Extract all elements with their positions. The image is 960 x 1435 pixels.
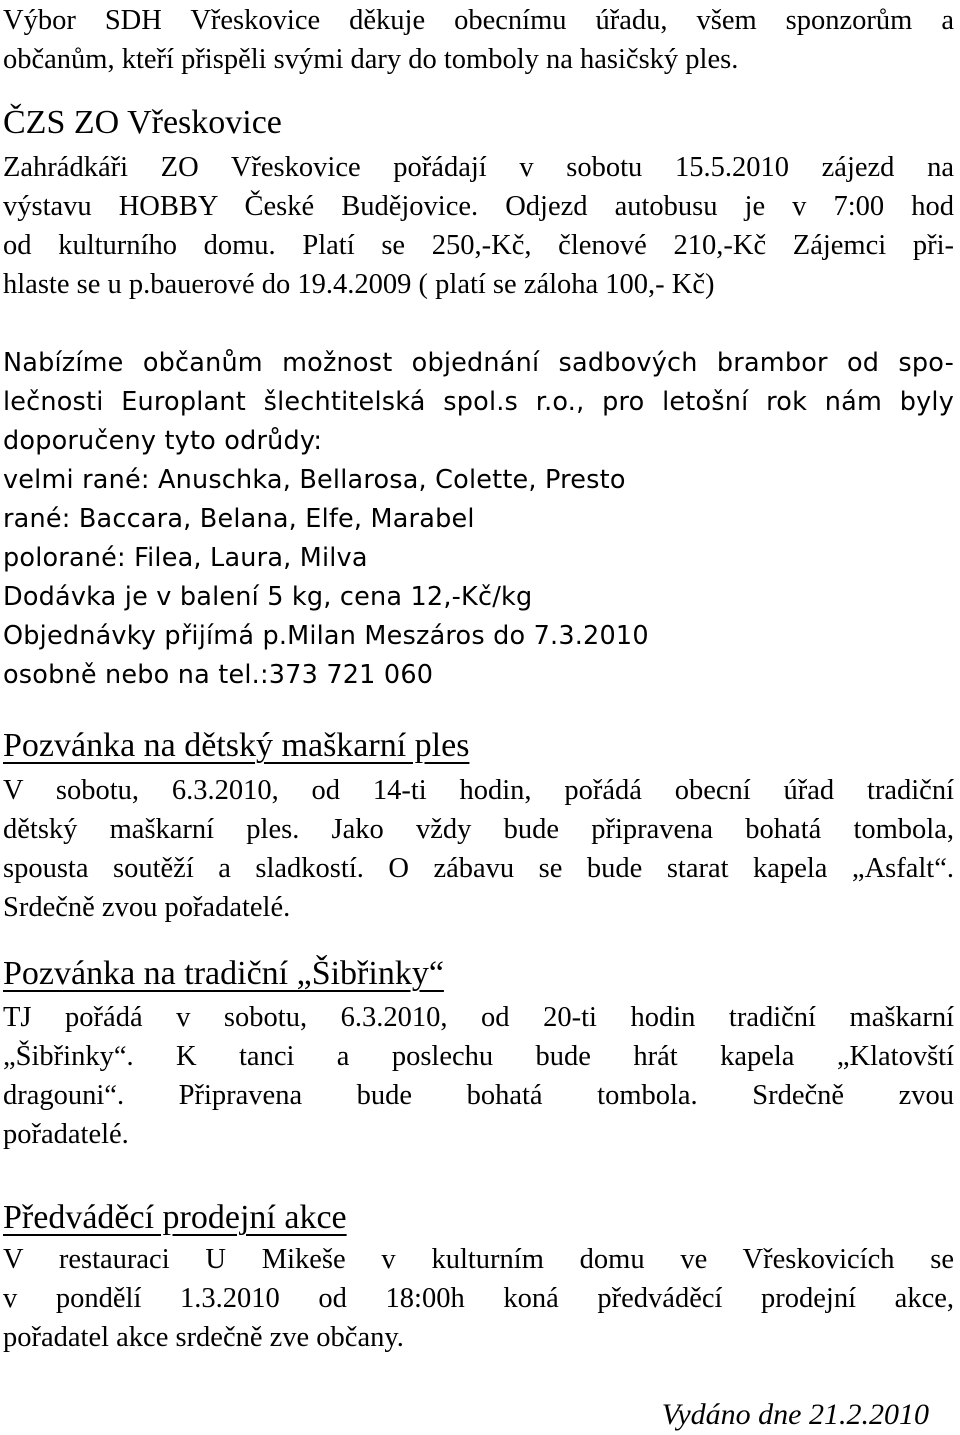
potatoes-line: polorané: Filea, Laura, Milva (3, 543, 368, 573)
sales-line: v pondělí 1.3.2010 od 18:00h koná předváděcí prodejní akce, (3, 1283, 954, 1314)
sibrinky-line: pořadatelé. (3, 1119, 129, 1150)
potatoes-line: osobně nebo na tel.:373 721 060 (3, 660, 434, 690)
kids-ball-heading: Pozvánka na dětský maškarní ples (3, 727, 470, 764)
czs-line: od kulturního domu. Platí se 250,-Kč, členové 210,-Kč Zájemci při- (3, 230, 954, 261)
potatoes-line: Nabízíme občanům možnost objednání sadbových brambor od spo- (3, 348, 954, 378)
potatoes-line: doporučeny tyto odrůdy: (3, 426, 323, 456)
potatoes-line: velmi rané: Anuschka, Bellarosa, Colette, Presto (3, 465, 626, 495)
sibrinky-paragraph (3, 998, 954, 1154)
potatoes-line: lečnosti Europlant šlechtitelská spol.s r.o., pro letošní rok nám byly (3, 387, 954, 417)
czs-heading: ČZS ZO Vřeskovice (3, 104, 282, 141)
czs-paragraph (3, 148, 954, 304)
czs-line: výstavu HOBBY České Budějovice. Odjezd autobusu je v 7:00 hod (3, 191, 954, 222)
sibrinky-heading: Pozvánka na tradiční „Šibřinky“ (3, 955, 444, 992)
thanks-line: občanům, kteří přispěli svými dary do tomboly na hasičský ples. (3, 44, 739, 75)
kids-ball-line: spousta soutěží a sladkostí. O zábavu se bude starat kapela „Asfalt“. (3, 853, 954, 884)
potatoes-line: Dodávka je v balení 5 kg, cena 12,-Kč/kg (3, 582, 533, 612)
sibrinky-line: dragouni“. Připravena bude bohatá tombola. Srdečně zvou (3, 1080, 954, 1111)
czs-line: hlaste se u p.bauerové do 19.4.2009 ( platí se záloha 100,- Kč) (3, 269, 715, 300)
potatoes-line: rané: Baccara, Belana, Elfe, Marabel (3, 504, 475, 534)
sales-paragraph (3, 1240, 954, 1357)
issued-date: Vydáno dne 21.2.2010 (661, 1398, 929, 1431)
thanks-paragraph (3, 1, 954, 79)
sibrinky-line: TJ pořádá v sobotu, 6.3.2010, od 20-ti hodin tradiční maškarní (3, 1002, 954, 1033)
czs-line: Zahrádkáři ZO Vřeskovice pořádají v sobotu 15.5.2010 zájezd na (3, 152, 954, 183)
sales-heading: Předváděcí prodejní akce (3, 1199, 347, 1236)
sibrinky-section (3, 953, 954, 995)
potatoes-paragraph (3, 344, 954, 695)
potatoes-line: Objednávky přijímá p.Milan Meszáros do 7.3.2010 (3, 621, 649, 651)
kids-ball-line: V sobotu, 6.3.2010, od 14-ti hodin, pořádá obecní úřad tradiční (3, 775, 954, 806)
sales-section (3, 1197, 954, 1239)
kids-ball-line: Srdečně zvou pořadatelé. (3, 892, 291, 923)
czs-section (3, 102, 954, 144)
sibrinky-line: „Šibřinky“. K tanci a poslechu bude hrát kapela „Klatovští (3, 1041, 954, 1072)
kids-ball-section (3, 725, 954, 767)
kids-ball-paragraph (3, 771, 954, 927)
kids-ball-line: dětský maškarní ples. Jako vždy bude připravena bohatá tombola, (3, 814, 954, 845)
sales-line: V restauraci U Mikeše v kulturním domu ve Vřeskovicích se (3, 1244, 954, 1275)
thanks-line: Výbor SDH Vřeskovice děkuje obecnímu úřadu, všem sponzorům a (3, 5, 954, 36)
sales-line: pořadatel akce srdečně zve občany. (3, 1322, 404, 1353)
